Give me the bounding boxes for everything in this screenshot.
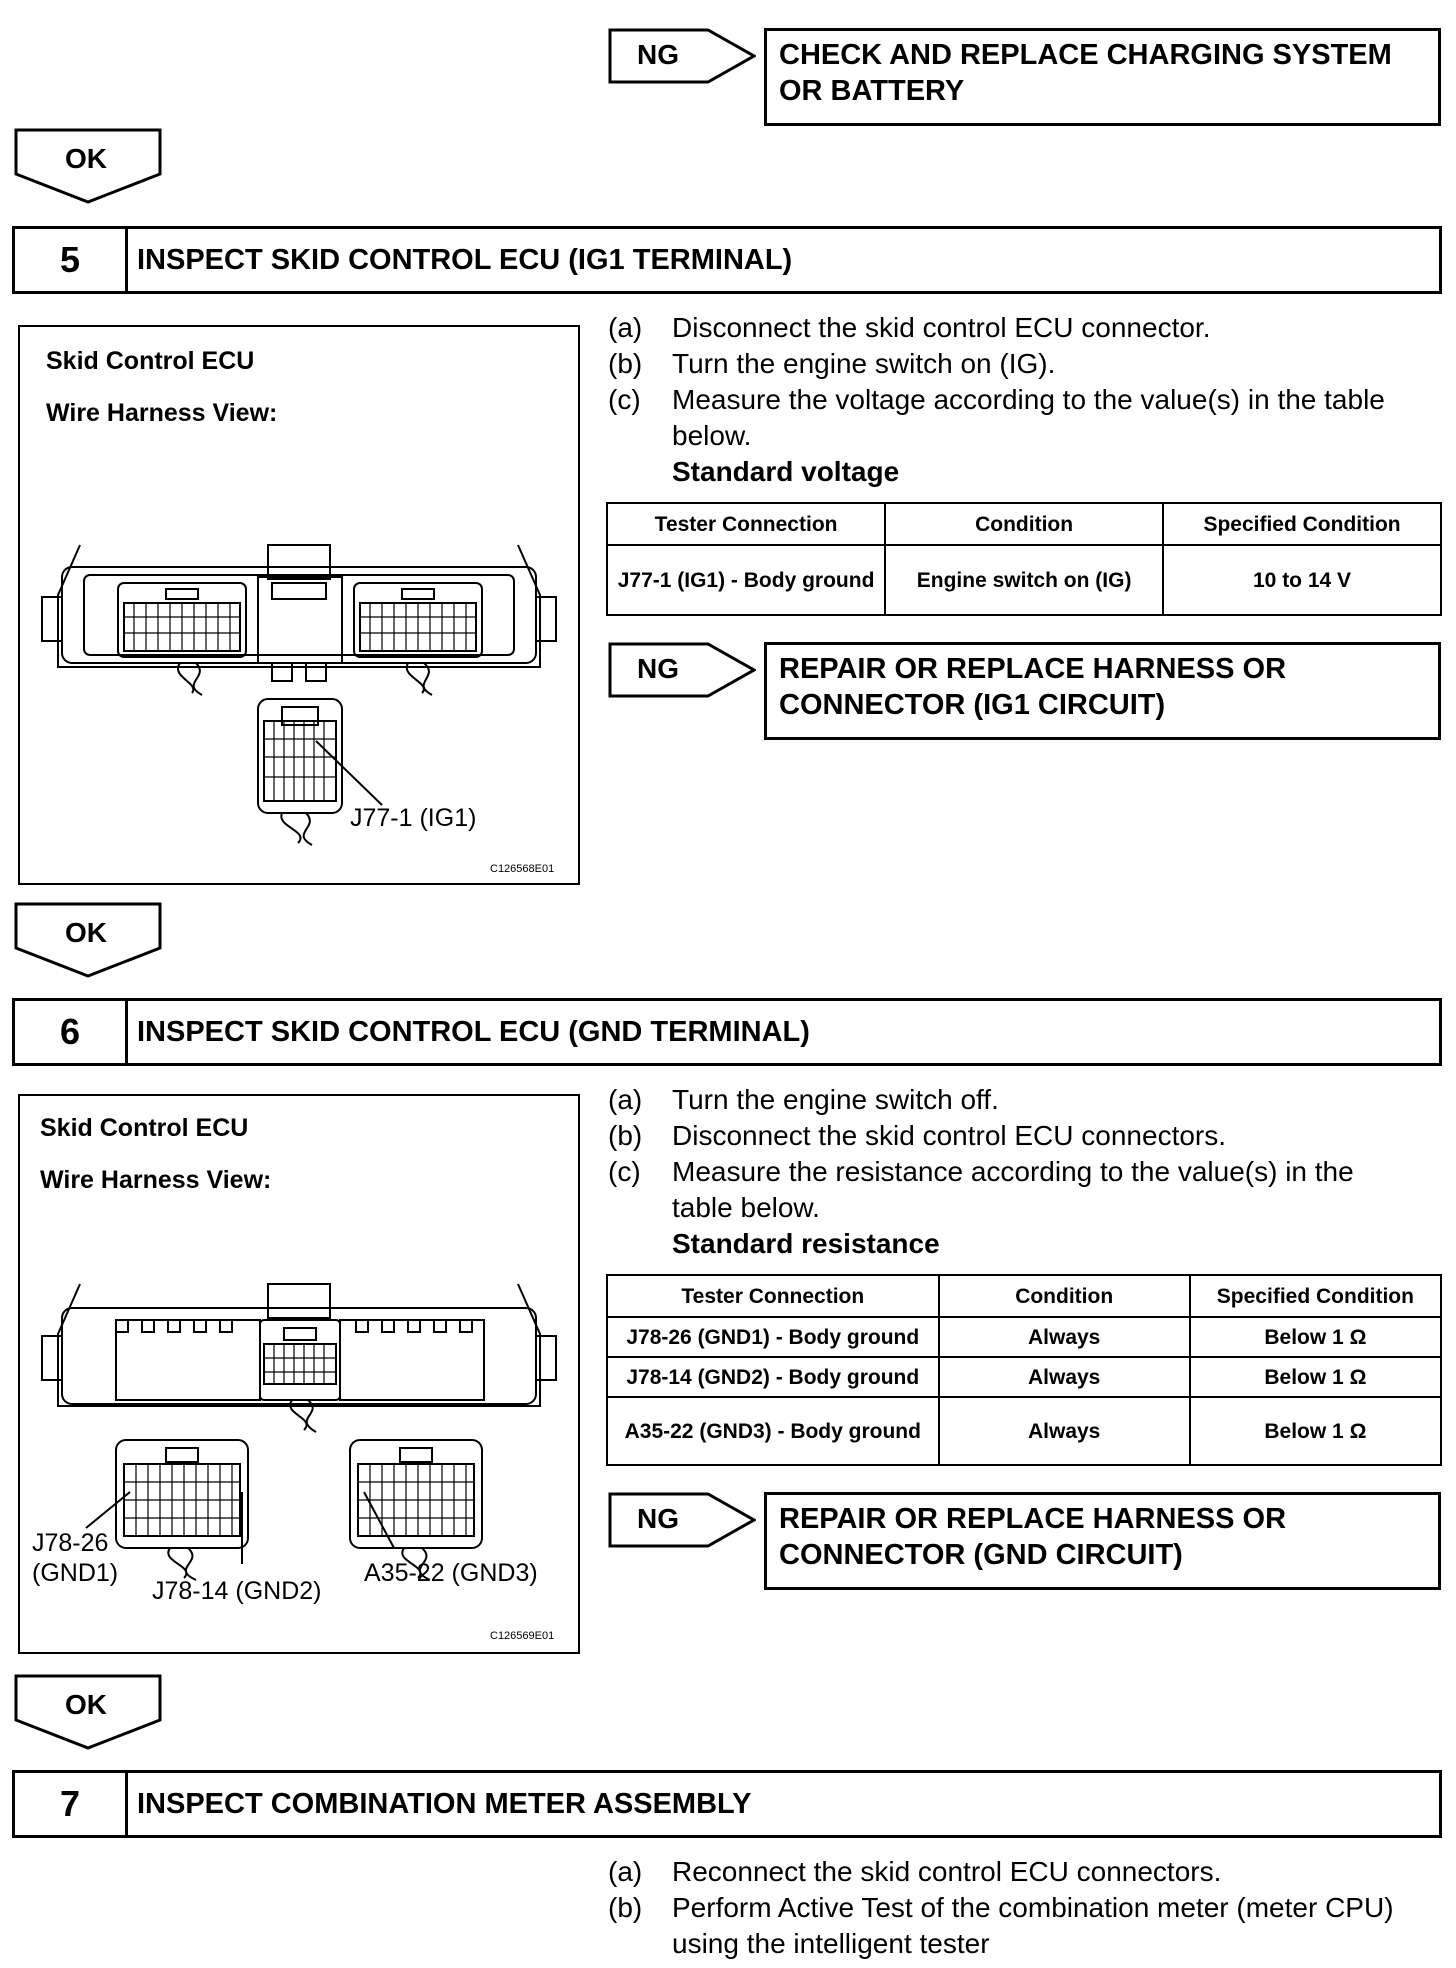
callout-a35-22: A35-22 (GND3) bbox=[364, 1559, 538, 1587]
ecu-figure-ig1 bbox=[18, 325, 580, 885]
table-header: Condition bbox=[885, 503, 1163, 545]
instruction-item: (a) Disconnect the skid control ECU connector. bbox=[608, 312, 1211, 343]
table-header: Condition bbox=[939, 1275, 1190, 1317]
figure-label: Skid Control ECU bbox=[40, 1114, 249, 1142]
figure-code: C126569E01 bbox=[490, 1630, 555, 1642]
step-5-header bbox=[12, 226, 1442, 294]
callout-gnd1: (GND1) bbox=[32, 1559, 119, 1587]
table-row: J78-26 (GND1) - Body ground Always Below 1 Ω bbox=[607, 1317, 1441, 1357]
table-row: J77-1 (IG1) - Body ground Engine switch on (IG) 10 to 14 V bbox=[607, 545, 1441, 615]
instruction-item: (b) Perform Active Test of the combination meter (meter CPU) using the intelligent tester bbox=[608, 1892, 1394, 1959]
callout-j77-1: J77-1 (IG1) bbox=[350, 804, 477, 832]
ng-label: NG bbox=[637, 1503, 679, 1534]
step-number: 5 bbox=[15, 229, 128, 291]
step-7-instructions bbox=[608, 1854, 1428, 1962]
standard-resistance-table bbox=[606, 1274, 1442, 1466]
instruction-item: (c) Measure the voltage according to the value(s) in the table below. bbox=[608, 384, 1385, 451]
callout-j78-14: J78-14 (GND2) bbox=[152, 1577, 322, 1605]
figure-label: Skid Control ECU bbox=[46, 347, 255, 375]
figure-code: C126568E01 bbox=[490, 863, 555, 875]
instruction-item: (b) Disconnect the skid control ECU connectors. bbox=[608, 1120, 1227, 1151]
ok-arrow bbox=[14, 1674, 162, 1750]
ng-result: REPAIR OR REPLACE HARNESS OR CONNECTOR (GND CIRCUIT) bbox=[764, 1492, 1441, 1590]
instruction-item: (a) Reconnect the skid control ECU connectors. bbox=[608, 1856, 1222, 1887]
ng-label: NG bbox=[637, 653, 679, 684]
ok-arrow bbox=[14, 128, 162, 204]
table-row: J78-14 (GND2) - Body ground Always Below 1 Ω bbox=[607, 1357, 1441, 1397]
figure-label: Wire Harness View: bbox=[40, 1166, 272, 1194]
ng-arrow bbox=[608, 28, 756, 84]
step-number: 6 bbox=[15, 1001, 128, 1063]
step-title: INSPECT SKID CONTROL ECU (IG1 TERMINAL) bbox=[137, 244, 793, 276]
figure-label: Wire Harness View: bbox=[46, 399, 278, 427]
step-6-instructions bbox=[608, 1082, 1428, 1262]
standard-voltage-table bbox=[606, 502, 1442, 616]
ng-result: CHECK AND REPLACE CHARGING SYSTEM OR BATTERY bbox=[764, 28, 1441, 126]
step-number: 7 bbox=[15, 1773, 128, 1835]
table-header: Specified Condition bbox=[1163, 503, 1441, 545]
standard-heading: Standard resistance bbox=[672, 1228, 940, 1259]
standard-heading: Standard voltage bbox=[672, 456, 900, 487]
step-5-instructions bbox=[608, 310, 1428, 490]
table-header: Tester Connection bbox=[607, 1275, 939, 1317]
instruction-item: (b) Turn the engine switch on (IG). bbox=[608, 348, 1056, 379]
ok-label: OK bbox=[65, 1689, 107, 1720]
ok-label: OK bbox=[65, 143, 107, 174]
ng-arrow bbox=[608, 642, 756, 698]
ok-arrow bbox=[14, 902, 162, 978]
step-7-header bbox=[12, 1770, 1442, 1838]
ng-label: NG bbox=[637, 39, 679, 70]
ecu-connector-drawing bbox=[20, 327, 578, 883]
ecu-figure-gnd bbox=[18, 1094, 580, 1654]
ng-arrow bbox=[608, 1492, 756, 1548]
instruction-item: (a) Turn the engine switch off. bbox=[608, 1084, 999, 1115]
ng-result: REPAIR OR REPLACE HARNESS OR CONNECTOR (IG1 CIRCUIT) bbox=[764, 642, 1441, 740]
ok-label: OK bbox=[65, 917, 107, 948]
table-row: A35-22 (GND3) - Body ground Always Below 1 Ω bbox=[607, 1397, 1441, 1465]
callout-j78-26: J78-26 bbox=[32, 1529, 109, 1557]
step-title: INSPECT COMBINATION METER ASSEMBLY bbox=[137, 1788, 752, 1820]
table-header: Specified Condition bbox=[1190, 1275, 1441, 1317]
table-header: Tester Connection bbox=[607, 503, 885, 545]
step-title: INSPECT SKID CONTROL ECU (GND TERMINAL) bbox=[137, 1016, 810, 1048]
step-6-header bbox=[12, 998, 1442, 1066]
instruction-item: (c) Measure the resistance according to the value(s) in the table below. bbox=[608, 1156, 1354, 1223]
